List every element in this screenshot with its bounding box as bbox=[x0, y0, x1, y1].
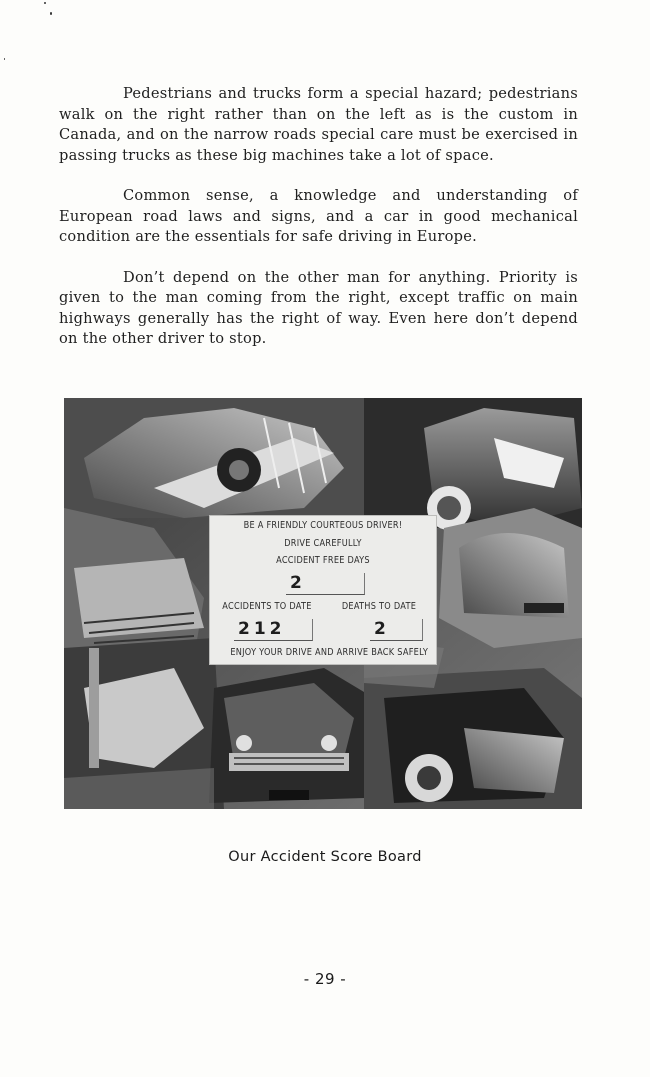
board-drive-carefully: DRIVE CAREFULLY bbox=[284, 538, 362, 549]
board-deaths-label: DEATHS TO DATE bbox=[341, 601, 417, 612]
photo-caption: Our Accident Score Board bbox=[228, 849, 422, 865]
scan-speck bbox=[50, 12, 52, 15]
board-deaths-value: 2 bbox=[370, 619, 423, 641]
board-accidents-label: ACCIDENTS TO DATE bbox=[222, 601, 312, 612]
board-free-days-value: 2 bbox=[286, 573, 365, 595]
board-accidents-value: 212 bbox=[234, 619, 313, 641]
paragraph-pedestrians: Pedestrians and trucks form a special hazard; pedestrians walk on the right rather than on the left as is the custom in Canada, and on the narrow roads special care must be exercised in passing trucks as these big machines take a lot of space. bbox=[59, 85, 578, 164]
board-free-days-label: ACCIDENT FREE DAYS bbox=[276, 555, 370, 566]
body-text bbox=[59, 84, 578, 370]
accident-collage-photo bbox=[64, 398, 582, 809]
paragraph-priority: Don’t depend on the other man for anything. Priority is given to the man coming from the right, except traffic on main highways generally has the right of way. Even here don’t depend on the other driver to stop. bbox=[59, 268, 578, 347]
page-number: - 29 - bbox=[303, 970, 347, 988]
accident-score-board bbox=[210, 516, 436, 664]
scan-speck bbox=[4, 58, 5, 60]
paragraph-common-sense: Common sense, a knowledge and understanding of European road laws and signs, and a car in good mechanical condition are the essentials for safe driving in Europe. bbox=[59, 187, 578, 245]
scan-speck bbox=[44, 2, 46, 4]
board-slogan: BE A FRIENDLY COURTEOUS DRIVER! bbox=[243, 520, 403, 531]
board-footer: ENJOY YOUR DRIVE AND ARRIVE BACK SAFELY bbox=[230, 647, 429, 658]
